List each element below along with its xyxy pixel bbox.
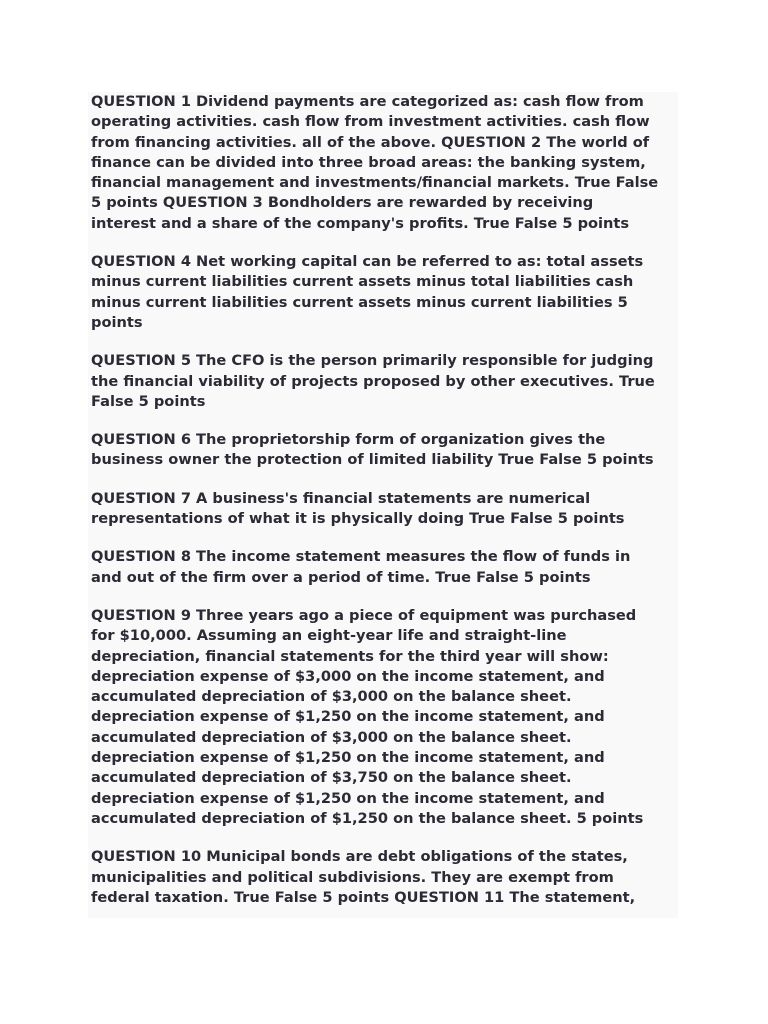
paragraph-question-4: QUESTION 4 Net working capital can be referred to as: total assets minus current liabilities current assets minus total liabilities cash minus current liabilities current assets minus current liabilities 5 points: [91, 253, 644, 331]
paragraph-question-6: QUESTION 6 The proprietorship form of organization gives the business owner the protection of limited liability True False 5 points: [91, 431, 654, 469]
paragraph-questions-10-11: QUESTION 10 Municipal bonds are debt obligations of the states, municipalities and political subdivisions. They are exempt from federal taxation. True False 5 points QUESTION 11 The statement,: [91, 848, 636, 906]
paragraph-question-5: QUESTION 5 The CFO is the person primarily responsible for judging the financial viability of projects proposed by other executives. True False 5 points: [91, 352, 655, 410]
document-page: [88, 92, 678, 918]
paragraph-question-9: QUESTION 9 Three years ago a piece of equipment was purchased for $10,000. Assuming an eight-year life and straight-line depreciation, financial statements for the third year will show: depreciation expense of $3,000 on the income statement, and accumulated depreciation of $3,000 on the balance sheet. depreciation expense of $1,250 on the income statement, and accumulated depreciation of $3,000 on the balance sheet. depreciation expense of $1,250 on the income statement, and accumulated depreciation of $3,750 on the balance sheet. depreciation expense of $1,250 on the income statement, and accumulated depreciation of $1,250 on the balance sheet. 5 points: [91, 606, 644, 827]
paragraph-question-7: QUESTION 7 A business's financial statements are numerical representations of what it is physically doing True False 5 points: [91, 489, 625, 528]
paragraph-question-8: QUESTION 8 The income statement measures the flow of funds in and out of the firm over a period of time. True False 5 points: [91, 548, 631, 586]
paragraph-questions-1-3: QUESTION 1 Dividend payments are categorized as: cash flow from operating activities. cash flow from investment activities. cash flow from financing activities. all of the above. QUESTION 2 The world of finance can be divided into three broad areas: the banking system, financial management and investments/financial markets. True False 5 points QUESTION 3 Bondholders are rewarded by receiving interest and a share of the company's profits. True False 5 points: [91, 93, 659, 232]
